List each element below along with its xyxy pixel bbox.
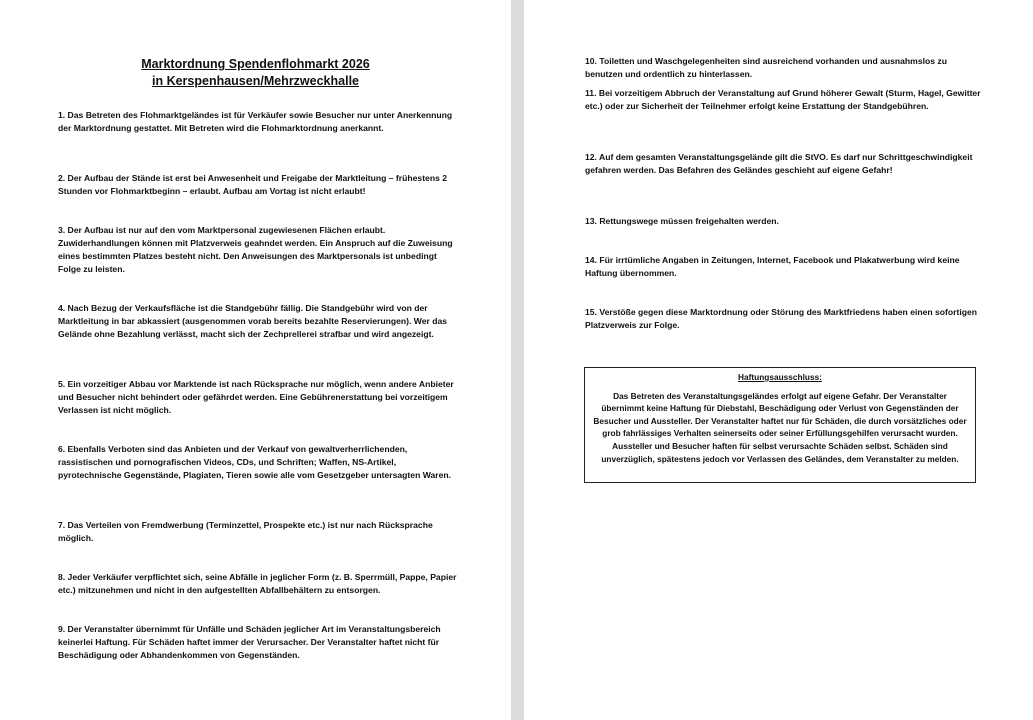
- paragraph-12: 12. Auf dem gesamten Veranstaltungsgelände gilt die StVO. Es darf nur Schrittgeschwindigkeit gefahren werden. Das Befahren des Geländes geschieht auf eigene Gefahr!: [585, 152, 973, 175]
- paragraph-1: 1. Das Betreten des Flohmarktgeländes ist für Verkäufer sowie Besucher nur unter Anerkennung der Marktordnung gestattet. Mit Betreten wird die Flohmarktordnung anerkannt.: [58, 110, 453, 133]
- page-gutter: [511, 0, 524, 720]
- title-line-1: Marktordnung Spendenflohmarkt 2026: [141, 57, 370, 71]
- paragraph-8: 8. Jeder Verkäufer verpflichtet sich, seine Abfälle in jeglicher Form (z. B. Sperrmüll, Pappe, Papier etc.) mitzunehmen und nicht in den aufgestellten Abfallbehältern zu entsorgen.: [58, 572, 457, 595]
- disclaimer-box: [584, 367, 976, 483]
- paragraph-11: 11. Bei vorzeitigem Abbruch der Veranstaltung auf Grund höherer Gewalt (Sturm, Hagel, Gewitter etc.) oder zur Sicherheit der Teilnehmer erfolgt keine Erstattung der Standgebühren.: [585, 88, 981, 111]
- paragraph-15: 15. Verstöße gegen diese Marktordnung oder Störung des Marktfriedens haben einen sofortigen Platzverweis zur Folge.: [585, 307, 978, 330]
- paragraph-6: 6. Ebenfalls Verboten sind das Anbieten und der Verkauf von gewaltverherrlichenden, rassistischen und pornografischen Videos, CDs, und Schriften; Waffen, NS-Artikel, pyrotechnische Gegenstände, Plagiaten, Tieren sowie alle vom Gesetzgeber untersagten Waren.: [58, 444, 452, 480]
- paragraph-9: 9. Der Veranstalter übernimmt für Unfälle und Schäden jeglicher Art im Veranstaltungsbereich keinerlei Haftung. Für Schäden haftet immer der Verursacher. Der Veranstalter haftet nicht für Beschädigung oder Abhandenkommen von Gegenständen.: [58, 624, 441, 660]
- paragraph-14: 14. Für irrtümliche Angaben in Zeitungen, Internet, Facebook und Plakatwerbung wird keine Haftung übernommen.: [585, 255, 960, 278]
- disclaimer-title: Haftungsausschluss:: [738, 372, 822, 382]
- disclaimer-text: Das Betreten des Veranstaltungsgeländes erfolgt auf eigene Gefahr. Der Veranstalter übernimmt keine Haftung für Diebstahl, Beschädigung oder Verlust von Gegenständen der Besucher und Aussteller. Der Veranstalter haftet nur für Schäden, die durch vorsätzliches oder grob fahrlässiges Verhalten seinerseits oder seiner Erfüllungsgehilfen verursacht wurden. Aussteller und Besucher haften für selbst verursachte Schäden selbst. Schäden sind unverzüglich, spätestens jedoch vor Verlassen des Geländes, dem Veranstalter zu melden.: [593, 390, 967, 464]
- paragraph-10: 10. Toiletten und Waschgelegenheiten sind ausreichend vorhanden und ausnahmslos zu benutzen und ordentlich zu hinterlassen.: [585, 56, 947, 79]
- paragraph-2: 2. Der Aufbau der Stände ist erst bei Anwesenheit und Freigabe der Marktleitung – frühestens 2 Stunden vor Flohmarktbeginn – erlaubt. Aufbau am Vortag ist nicht erlaubt!: [58, 173, 448, 196]
- paragraph-7: 7. Das Verteilen von Fremdwerbung (Terminzettel, Prospekte etc.) ist nur nach Rücksprache möglich.: [58, 520, 433, 543]
- document-title: [0, 56, 511, 90]
- document-page-left: [0, 0, 511, 720]
- paragraph-5: 5. Ein vorzeitiger Abbau vor Marktende ist nach Rücksprache nur möglich, wenn andere Anbieter und Besucher nicht behindert oder gefährdet werden. Eine Gebührenerstattung bei vorzeitigem Verlassen ist nicht möglich.: [58, 379, 454, 415]
- document-page-right: [524, 0, 1033, 720]
- title-line-2: in Kerspenhausen/Mehrzweckhalle: [151, 74, 359, 88]
- paragraph-3: 3. Der Aufbau ist nur auf den vom Marktpersonal zugewiesenen Flächen erlaubt. Zuwiderhandlungen können mit Platzverweis geahndet werden. Ein Anspruch auf die Zuweisung eines bestimmten Platzes besteht nicht. Den Anweisungen des Marktpersonals ist unbedingt Folge zu leisten.: [58, 225, 453, 274]
- paragraph-4: 4. Nach Bezug der Verkaufsfläche ist die Standgebühr fällig. Die Standgebühr wird von der Marktleitung in bar abkassiert (ausgenommen vorab bereits bezahlte Reservierungen). Wer das Gelände ohne Bezahlung verlässt, macht sich der Zechprellerei strafbar und wird angezeigt.: [58, 303, 448, 339]
- paragraph-13: 13. Rettungswege müssen freigehalten werden.: [585, 216, 779, 226]
